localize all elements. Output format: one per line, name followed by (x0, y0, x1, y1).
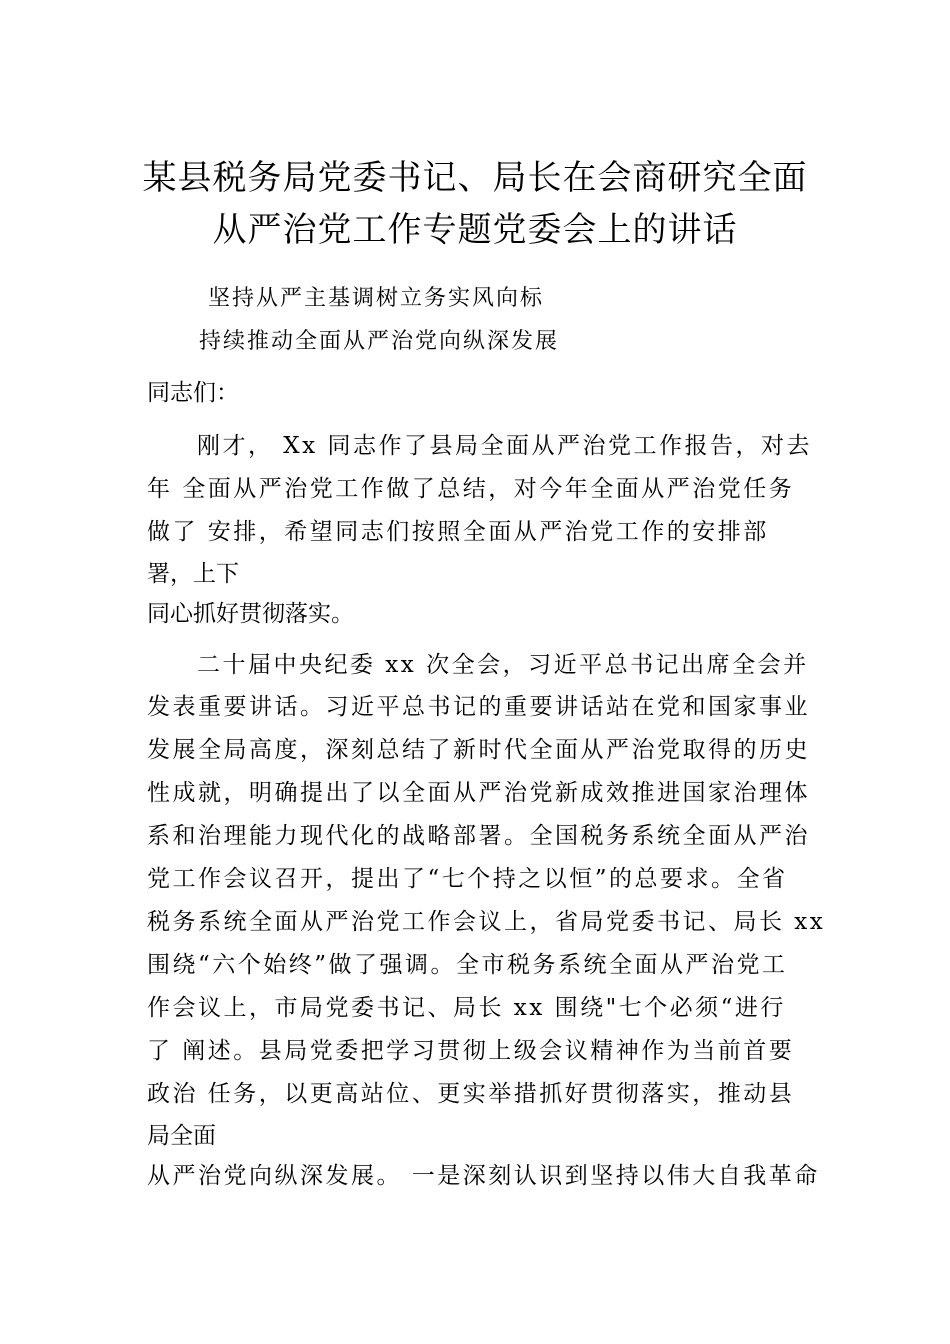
title-line-2: 从严治党工作专题党委会上的讲话 (212, 210, 738, 250)
body-line: 局全面 (147, 1123, 216, 1149)
body-line: 年 全面从严治党工作做了总结，对今年全面从严治党任务 (147, 476, 795, 502)
document-title (100, 152, 850, 256)
body-line: 做了 安排，希望同志们按照全面从严治党工作的安排部 (147, 519, 769, 545)
body-line: 政治 任务，以更高站位、更实举措抓好贯彻落实，推动县 (147, 1081, 795, 1107)
subtitle-line-2: 持续推动全面从严治党向纵深发展 (199, 329, 560, 354)
body-line: 围绕“六个始终”做了强调。全市税务系统全面从严治党工 (147, 952, 788, 978)
body-line: 性成就，明确提出了以全面从严治党新成效推进国家治理体 (147, 780, 810, 806)
body-line: 从严治党向纵深发展。 一是深刻认识到坚持以伟大自我革命 (147, 1163, 820, 1189)
body-line: 刚才， Xx 同志作了县局全面从严治党工作报告，对去 (197, 433, 812, 459)
body-line: 同心抓好贯彻落实。 (147, 601, 354, 627)
body-line: 系和治理能力现代化的战略部署。全国税务系统全面从严治 (147, 823, 810, 849)
body-line: 党工作会议召开，提出了“七个持之以恒”的总要求。全省 (147, 866, 788, 892)
salutation: 同志们： (147, 380, 239, 406)
body-line: 作会议上，市局党委书记、局长 xx 围绕"七个必须“进行 (147, 995, 786, 1021)
body-line: 二十届中央纪委 xx 次全会，习近平总书记出席全会并 (197, 652, 809, 678)
body-line: 发表重要讲话。习近平总书记的重要讲话站在党和国家事业 (147, 694, 810, 720)
subtitle-line-1: 坚持从严主基调树立务实风向标 (208, 286, 545, 311)
title-line-1: 某县税务局党委书记、局长在会商研究全面 (142, 158, 808, 198)
body-line: 税务系统全面从严治党工作会议上，省局党委书记、局长 xx (147, 909, 826, 935)
body-line: 署，上下 (147, 561, 239, 587)
body-line: 发展全局高度，深刻总结了新时代全面从严治党取得的历史 (147, 737, 810, 763)
body-line: 了 阐述。县局党委把学习贯彻上级会议精神作为当前首要 (147, 1038, 795, 1064)
